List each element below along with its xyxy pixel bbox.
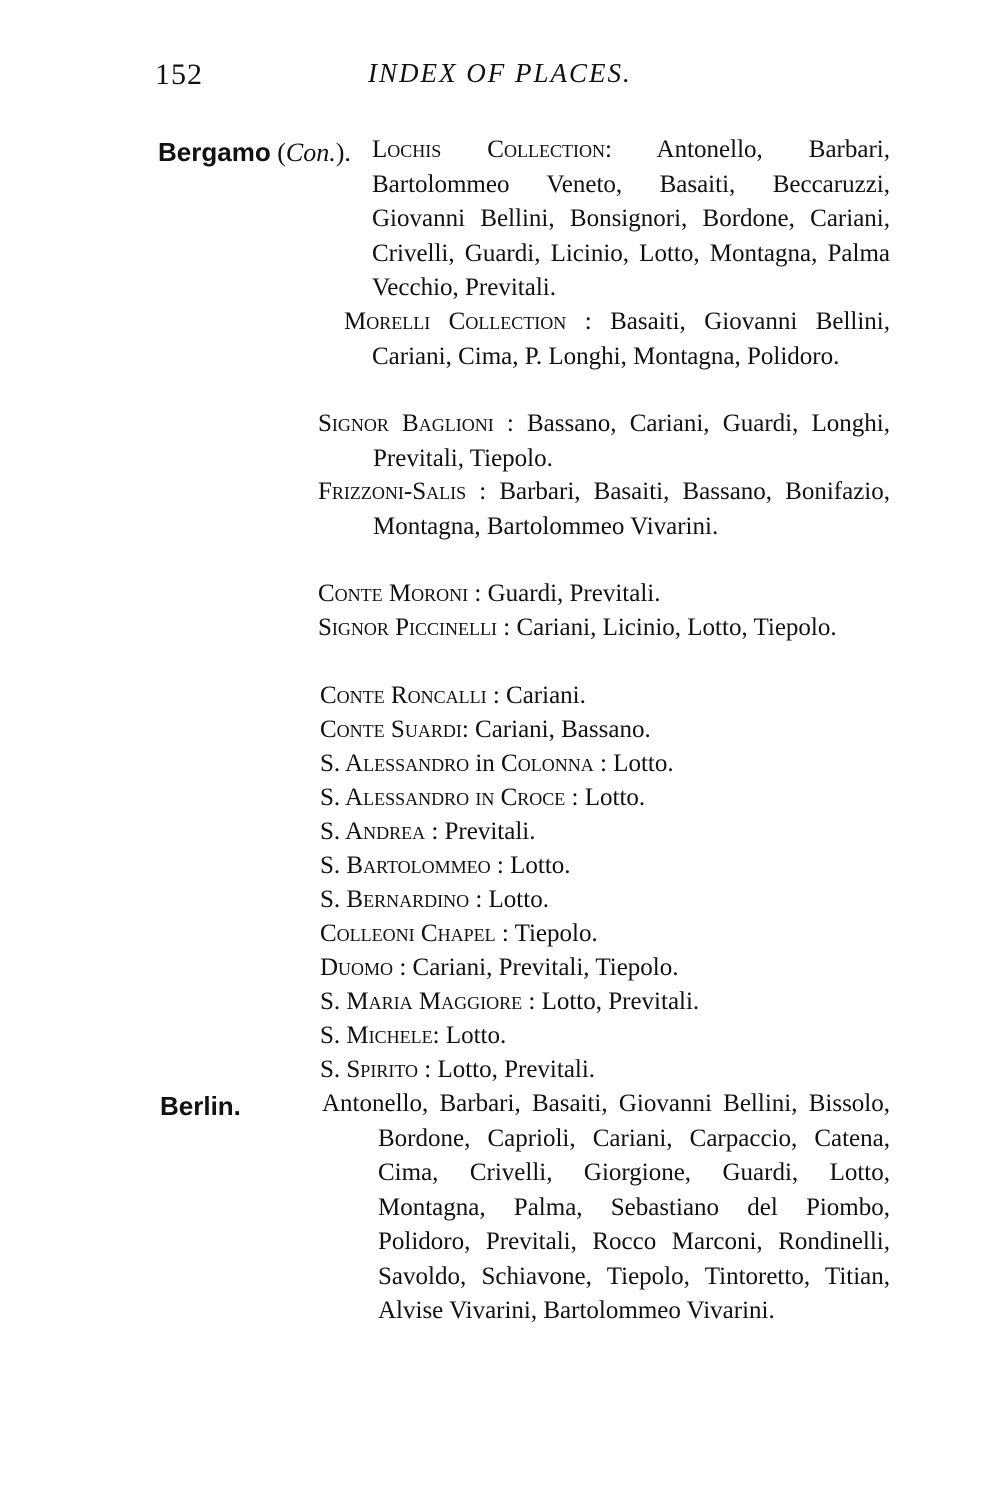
entry-separator: : [425,818,445,845]
cont-open: ( [277,138,286,167]
entry-separator: : [468,580,488,607]
entry-title: Morelli Collection [344,308,567,335]
entry-text: Cariani, Licinio, Lotto, Tiepolo. [516,614,837,641]
entry-text: Guardi, Previtali. [487,580,661,607]
index-entry [318,577,890,612]
entry-text: Bassano, Cariani, Guardi, Longhi, Previtali, Tiepolo. [373,410,890,472]
entry-text: Lotto. [613,750,674,777]
entry-title: Conte Moroni [318,580,469,607]
index-entry [320,917,890,952]
entry-text: Lotto, Previtali. [437,1056,596,1083]
index-entry [320,951,890,986]
place-name-text: Bergamo [158,137,271,167]
entry-title: S. Michele [320,1022,433,1049]
entry-text: Tiepolo. [514,920,598,947]
entry-title: S. Maria Maggiore [320,988,523,1015]
entry-text: Lotto. [445,1022,507,1049]
entry-separator: : [493,410,527,437]
entry-title: Conte Suardi [320,716,462,743]
entry-title: S. Alessandro [320,750,470,777]
index-entry [320,781,890,816]
index-entry [344,305,890,374]
entry-text: Lotto. [584,784,646,811]
index-entry [320,679,890,714]
entry-separator: : [486,682,507,709]
entry-separator: : [466,478,500,505]
entry-title: S. Alessandro in Croce [320,784,566,811]
entry-separator: : [461,716,476,743]
entry-title: Colleoni Chapel [320,920,496,947]
place-name-bergamo [158,137,351,168]
entry-title: Frizzoni-Salis [318,478,467,505]
entry-text: Antonello, Barbari, Basaiti, Giovanni Bellini, Bissolo, Bordone, Caprioli, Cariani, Carpaccio, Catena, Cima, Crivelli, Giorgione, Guardi, Lotto, Montagna, Palma, Sebastiano del Piombo, Polidoro, Previtali, Rocco Marconi, Rondinelli, Savoldo, Schiavone, Tiepolo, Tintoretto, Titian, Alvise Vivarini, Bartolommeo Vivarini. [322,1090,890,1324]
entry-title-part: Colonna [501,750,594,777]
index-entry [318,407,890,476]
index-entry [320,747,890,782]
entry-mid: in [469,750,502,777]
entry-separator: : [566,308,611,335]
entry-title: Lochis Collection [372,136,605,163]
index-entry [320,1019,890,1054]
entry-separator: : [393,954,413,981]
entry-title: S. Bernardino [320,886,470,913]
entry-title: Signor Piccinelli [318,614,498,641]
entry-title: S. Bartolommeo [320,852,491,879]
cont-close: ). [335,138,351,167]
entry-separator: : [522,988,542,1015]
entry-separator: : [417,1056,438,1083]
entry-separator: : [497,614,517,641]
entry-text: Cariani, Bassano. [475,716,651,743]
entry-separator: : [432,1022,446,1049]
entry-title: S. Andrea [320,818,426,845]
index-entry [318,611,890,646]
entry-text: Cariani, Previtali, Tiepolo. [412,954,679,981]
index-entry [320,883,890,918]
entry-separator: : [469,886,489,913]
index-entry [320,713,890,748]
entry-title: Duomo [320,954,394,981]
entry-text: Basaiti, Giovanni Bellini, Cariani, Cima, P. Longhi, Montagna, Polidoro. [372,308,890,370]
index-entry [320,815,890,850]
entry-text: Previtali. [444,818,536,845]
index-entry [372,133,890,306]
index-entry [320,849,890,884]
entry-separator: : [593,750,614,777]
cont-label: Con. [285,138,336,167]
entry-text: Lotto, Previtali. [541,988,700,1015]
running-head: INDEX OF PLACES. [368,58,632,88]
entry-separator: : [490,852,511,879]
page-number: 152 [155,58,203,91]
entry-text: Barbari, Basaiti, Bassano, Bonifazio, Montagna, Bartolommeo Vivarini. [373,478,890,540]
index-entry [320,985,890,1020]
index-entry [322,1087,890,1329]
index-entry [318,475,890,544]
entry-title: Conte Roncalli [320,682,487,709]
entry-separator: : [495,920,515,947]
entry-text: Lotto. [510,852,571,879]
entry-title: Signor Baglioni [318,410,494,437]
entry-separator: : [565,784,585,811]
entry-title: S. Spirito [320,1056,418,1083]
index-entry [320,1053,890,1088]
entry-text: Cariani. [506,682,586,709]
entry-text: Lotto. [488,886,549,913]
entry-text: Antonello, Barbari, Bartolommeo Veneto, Basaiti, Beccaruzzi, Giovanni Bellini, Bonsignori, Bordone, Cariani, Crivelli, Guardi, Licinio, Lotto, Montagna, Palma Vecchio, Previtali. [372,136,890,301]
place-name-berlin: Berlin. [160,1091,241,1121]
entry-separator: : [604,136,657,163]
